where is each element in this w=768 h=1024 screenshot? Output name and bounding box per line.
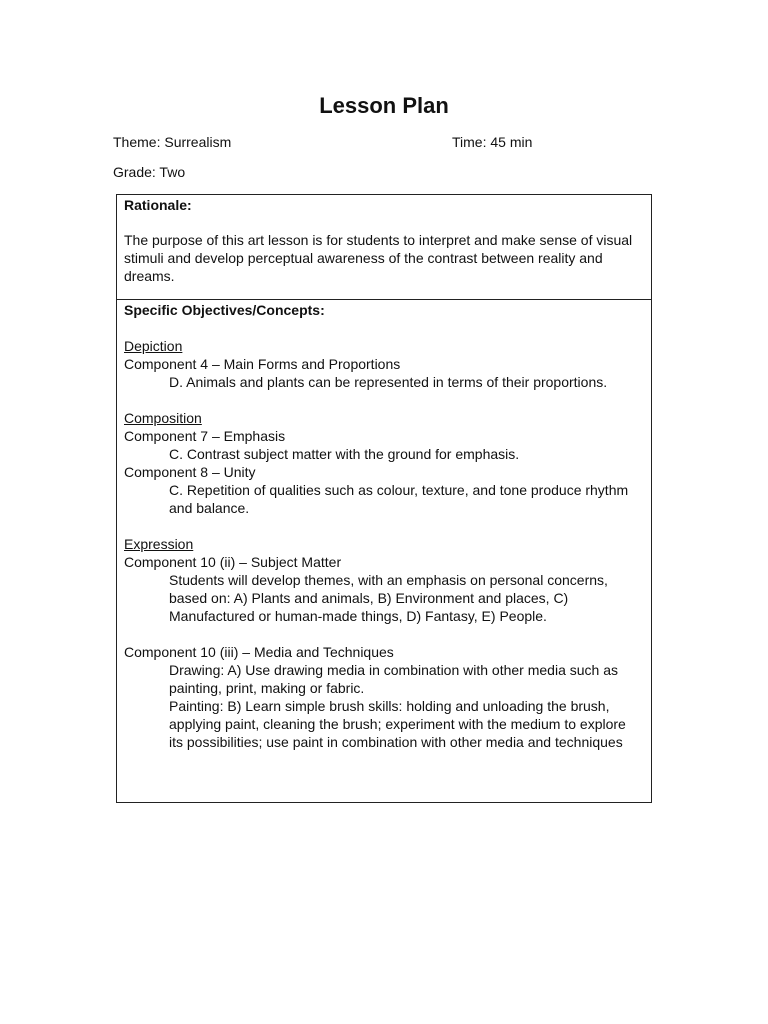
- component-4-item-d: D. Animals and plants can be represented in terms of their proportions.: [169, 374, 608, 390]
- component-10-ii: Component 10 (ii) – Subject Matter: [124, 554, 342, 570]
- painting-text: Painting: B) Learn simple brush skills: holding and unloading the brush, applying paint, cleaning the brush; experiment with the medium to explore its possibilities; use paint in combination with other media and techniques: [169, 698, 626, 750]
- page-title: Lesson Plan: [319, 93, 449, 118]
- drawing-text: Drawing: A) Use drawing media in combination with other media such as painting, print, making or fabric.: [169, 662, 618, 696]
- objectives-heading: Specific Objectives/Concepts:: [124, 302, 325, 318]
- component-8-item-c: C. Repetition of qualities such as colour, texture, and tone produce rhythm and balance.: [169, 482, 629, 516]
- time-label: Time: 45 min: [452, 134, 533, 150]
- objectives-section: [117, 300, 651, 751]
- rationale-heading: Rationale:: [124, 197, 192, 213]
- lesson-plan-table: [116, 194, 652, 803]
- expression-heading: Expression: [124, 536, 194, 552]
- component-10-ii-text: Students will develop themes, with an emphasis on personal concerns, based on: A) Plants and animals, B) Environment and places, C) Manufactured or human-made things, D) Fantasy, E) People.: [169, 572, 608, 624]
- component-7-item-c: C. Contrast subject matter with the ground for emphasis.: [169, 446, 520, 462]
- depiction-heading: Depiction: [124, 338, 183, 354]
- theme-label: Theme: Surrealism: [113, 134, 232, 150]
- component-4: Component 4 – Main Forms and Proportions: [124, 356, 401, 372]
- component-8: Component 8 – Unity: [124, 464, 256, 480]
- composition-heading: Composition: [124, 410, 202, 426]
- rationale-text: The purpose of this art lesson is for students to interpret and make sense of visual stimuli and develop perceptual awareness of the contrast between reality and dreams.: [124, 232, 633, 284]
- rationale-section: [117, 195, 651, 300]
- grade-label: Grade: Two: [113, 164, 186, 180]
- component-10-iii: Component 10 (iii) – Media and Techniques: [124, 644, 394, 660]
- component-7: Component 7 – Emphasis: [124, 428, 286, 444]
